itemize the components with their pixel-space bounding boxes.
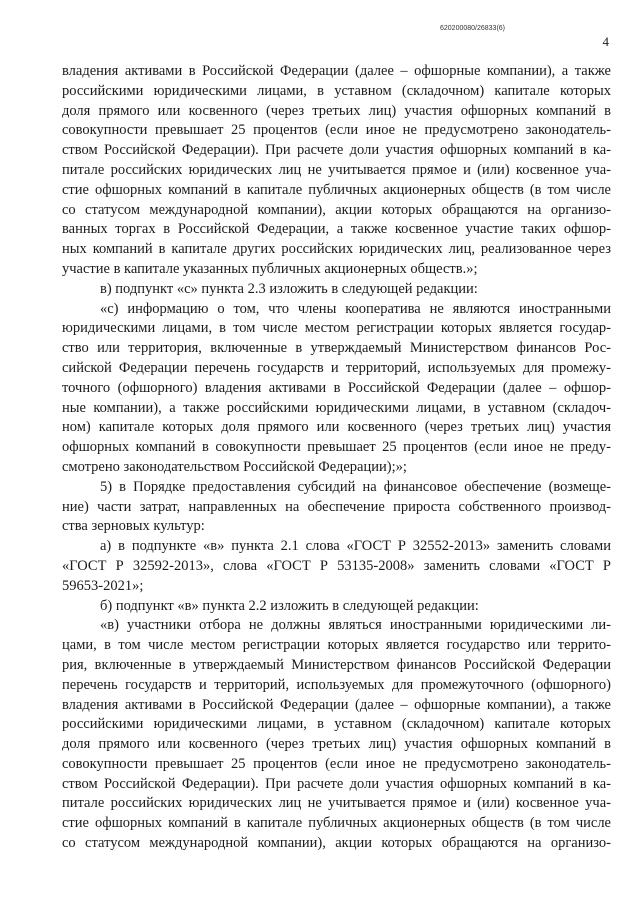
- text-line: б) подпункт «в» пункта 2.2 изложить в следующей редакции:: [100, 597, 479, 614]
- text-line: российскими юридическими лицами, в уставном (складочном) капитале которых: [62, 716, 611, 733]
- text-line: «ГОСТ Р 32592-2013», слова «ГОСТ Р 53135-2008» заменить словами «ГОСТ Р: [62, 557, 611, 574]
- text-line: со статусом международной компании), акции которых обращаются на организо-: [62, 201, 611, 218]
- text-line: питале российских юридических лиц не учитывается прямое и (или) косвенное уча-: [62, 795, 611, 812]
- text-line: а) в подпункте «в» пункта 2.1 слова «ГОСТ Р 32552-2013» заменить словами: [100, 538, 611, 555]
- text-line: доля прямого или косвенного (через третьих лиц) участия офшорных компаний в: [62, 736, 611, 753]
- text-line: в) подпункт «с» пункта 2.3 изложить в следующей редакции:: [100, 280, 478, 297]
- text-line: смотрено законодательством Российской Федерации);»;: [62, 458, 407, 475]
- text-line: совокупности превышает 25 процентов (если иное не предусмотрено законодатель-: [62, 755, 611, 772]
- text-line: ном) капитале которых доля прямого или косвенного (через третьих лиц) участия: [62, 419, 611, 436]
- text-line: владения активами в Российской Федерации (далее – офшорные компании), а также: [62, 696, 611, 713]
- text-line: питале российских юридических лиц не учитывается прямое и (или) косвенное уча-: [62, 161, 611, 178]
- text-line: со статусом международной компании), акции которых обращаются на организо-: [62, 835, 611, 852]
- text-line: ство или территория, включенные в утверждаемый Министерством финансов Рос-: [62, 340, 611, 357]
- text-line: ные компании), а также российскими юридическими лицами, в уставном (складоч-: [62, 399, 611, 416]
- text-line: 59653-2021»;: [62, 577, 144, 594]
- document-body: [62, 62, 611, 854]
- text-line: юридическими лицами, в том числе местом регистрации которых является государ-: [62, 320, 611, 337]
- text-line: сийской Федерации перечень государств и территорий, используемых для промежу-: [62, 359, 611, 376]
- text-line: стие офшорных компаний в капитале публичных акционерных обществ (в том числе: [62, 181, 611, 198]
- text-line: офшорных компаний в совокупности превышает 25 процентов (если иное не преду-: [62, 439, 611, 456]
- text-line: владения активами в Российской Федерации (далее – офшорные компании), а также: [62, 63, 611, 79]
- text-line: «в) участники отбора не должны являться иностранными юридическими ли-: [100, 617, 611, 634]
- text-line: доля прямого или косвенного (через третьих лиц) участия офшорных компаний в: [62, 102, 611, 119]
- text-line: «с) информацию о том, что члены кооператива не являются иностранными: [100, 300, 611, 317]
- text-line: участие в капитале указанных публичных акционерных обществ.»;: [62, 260, 478, 277]
- text-line: ных компаний в капитале других российских юридических лиц, реализованное через: [62, 241, 611, 258]
- text-line: рия, включенные в утверждаемый Министерством финансов Российской Федерации: [62, 656, 611, 673]
- text-line: российскими юридическими лицами, в уставном (складочном) капитале которых: [62, 82, 611, 99]
- text-line: ства зерновых культур:: [62, 518, 205, 535]
- document-id: 620200080/26833(6): [440, 25, 506, 32]
- text-line: ванных торгах в Российской Федерации, а также косвенное участие таких офшор-: [62, 221, 611, 238]
- text-line: цами, в том числе местом регистрации которых является государство или террито-: [62, 637, 611, 654]
- text-line: точного (офшорного) владения активами в Российской Федерации (далее – офшор-: [62, 379, 611, 396]
- text-line: ством Российской Федерации). При расчете доли участия офшорных компаний в ка-: [62, 775, 611, 792]
- text-line: совокупности превышает 25 процентов (если иное не предусмотрено законодатель-: [62, 122, 611, 139]
- text-line: перечень государств и территорий, используемых для промежуточного (офшорного): [62, 676, 611, 693]
- page-number: 4: [602, 34, 609, 49]
- text-line: стие офшорных компаний в капитале публичных акционерных обществ (в том числе: [62, 815, 611, 832]
- text-line: 5) в Порядке предоставления субсидий на финансовое обеспечение (возмеще-: [100, 478, 611, 495]
- text-line: ством Российской Федерации). При расчете доли участия офшорных компаний в ка-: [62, 142, 611, 159]
- text-line: ние) части затрат, направленных на обеспечение прироста собственного производ-: [62, 498, 611, 515]
